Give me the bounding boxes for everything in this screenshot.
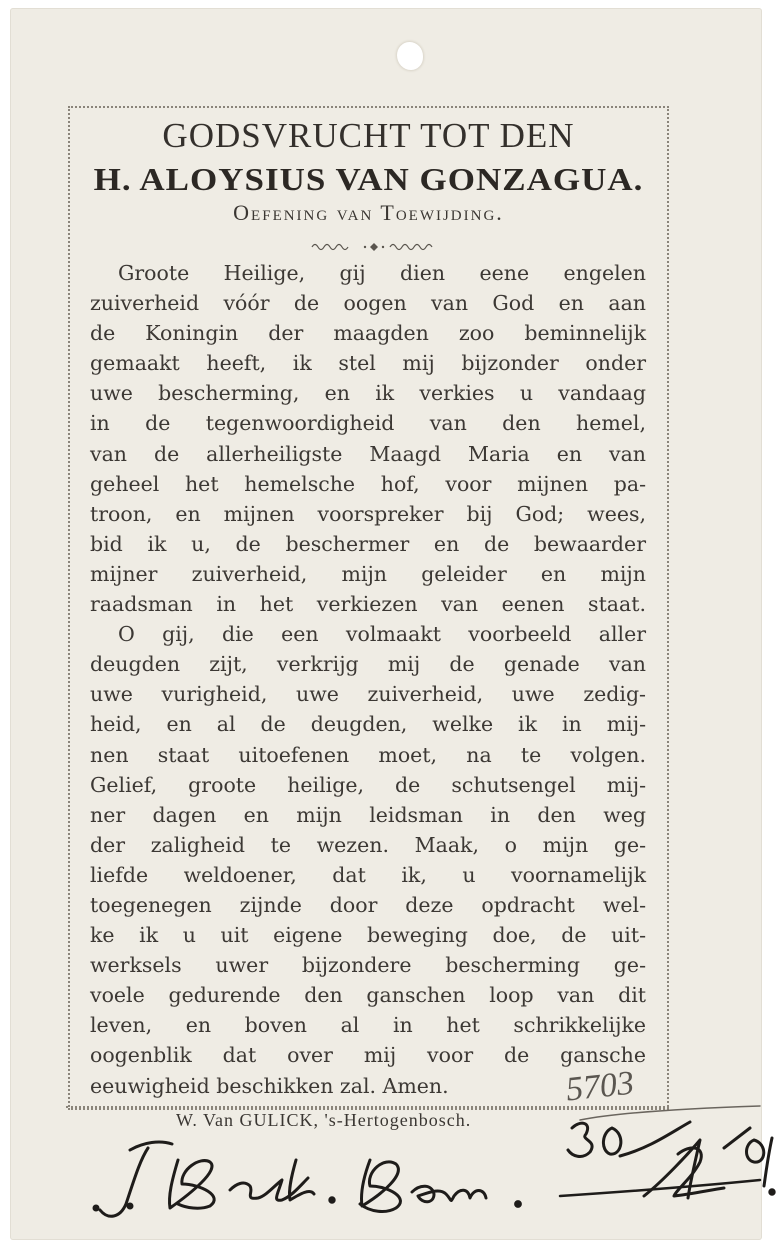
- text-line: van de allerheiligste Maagd Maria en van: [90, 441, 646, 466]
- prayer-text: [90, 258, 646, 1101]
- text-line: voele gedurende den ganschen loop van dit: [90, 983, 646, 1008]
- printer-imprint: W. Van GULICK, 's-Hertogenbosch.: [176, 1110, 472, 1130]
- text-line: de Koningin der maagden zoo beminnelijk: [90, 321, 646, 346]
- text-line: in de tegenwoordigheid van den hemel,: [90, 411, 646, 436]
- text-line: der zaligheid te wezen. Maak, o mijn ge-: [90, 832, 646, 857]
- text-line: werksels uwer bijzondere bescherming ge-: [90, 953, 646, 978]
- text-line: ke ik u uit eigene beweging doe, de uit-: [90, 923, 646, 948]
- text-line: zuiverheid vóór de oogen van God en aan: [90, 291, 646, 316]
- text-line: liefde weldoener, dat ik, u voornamelijk: [90, 862, 646, 887]
- text-line: uwe vurigheid, uwe zuiverheid, uwe zedig-: [90, 682, 646, 707]
- text-line: troon, en mijnen voorspreker bij God; wees,: [90, 501, 646, 526]
- text-line: O gij, die een volmaakt voorbeeld aller: [118, 622, 646, 647]
- text-line: eeuwigheid beschikken zal. Amen.: [90, 1073, 449, 1098]
- title-line-2: H. ALOYSIUS VAN GONZAGUA.: [93, 161, 644, 198]
- signature-ink-icon: [60, 1100, 777, 1240]
- signature-text: [60, 1100, 61, 1101]
- text-line: toegenegen zijnde door deze opdracht wel-: [90, 892, 646, 917]
- title-line-1: GODSVRUCHT TOT DEN: [162, 116, 575, 155]
- text-line: bid ik u, de beschermer en de bewaarder: [90, 531, 646, 556]
- text-line: oogenblik dat over mij voor de gansche: [90, 1043, 646, 1068]
- punch-hole: [397, 42, 423, 70]
- text-line: deugden zijt, verkrijg mij de genade van: [90, 652, 646, 677]
- text-line: uwe bescherming, en ik verkies u vandaag: [90, 381, 646, 406]
- text-line: ner dagen en mijn leidsman in den weg: [90, 802, 646, 827]
- text-line: leven, en boven al in het schrikkelijke: [90, 1013, 646, 1038]
- subtitle: Oefening van Toewijding.: [233, 200, 504, 225]
- text-line: raadsman in het verkiezen van eenen staat.: [90, 592, 646, 617]
- ornament-divider-icon: [310, 238, 440, 254]
- text-line: mijner zuiverheid, mijn geleider en mijn: [90, 561, 646, 586]
- handwritten-number: 5703: [564, 1064, 636, 1109]
- text-line: geheel het hemelsche hof, voor mijnen pa-: [90, 471, 646, 496]
- text-line: heid, en al de deugden, welke ik in mij-: [90, 712, 646, 737]
- text-line: nen staat uitoefenen moet, na te volgen.: [90, 742, 646, 767]
- handwritten-signature: [60, 1100, 777, 1240]
- text-line: Groote Heilige, gij dien eene engelen: [118, 261, 646, 285]
- text-line: gemaakt heeft, ik stel mij bijzonder onder: [90, 351, 646, 376]
- text-line: Gelief, groote heilige, de schutsengel mij-: [90, 772, 646, 797]
